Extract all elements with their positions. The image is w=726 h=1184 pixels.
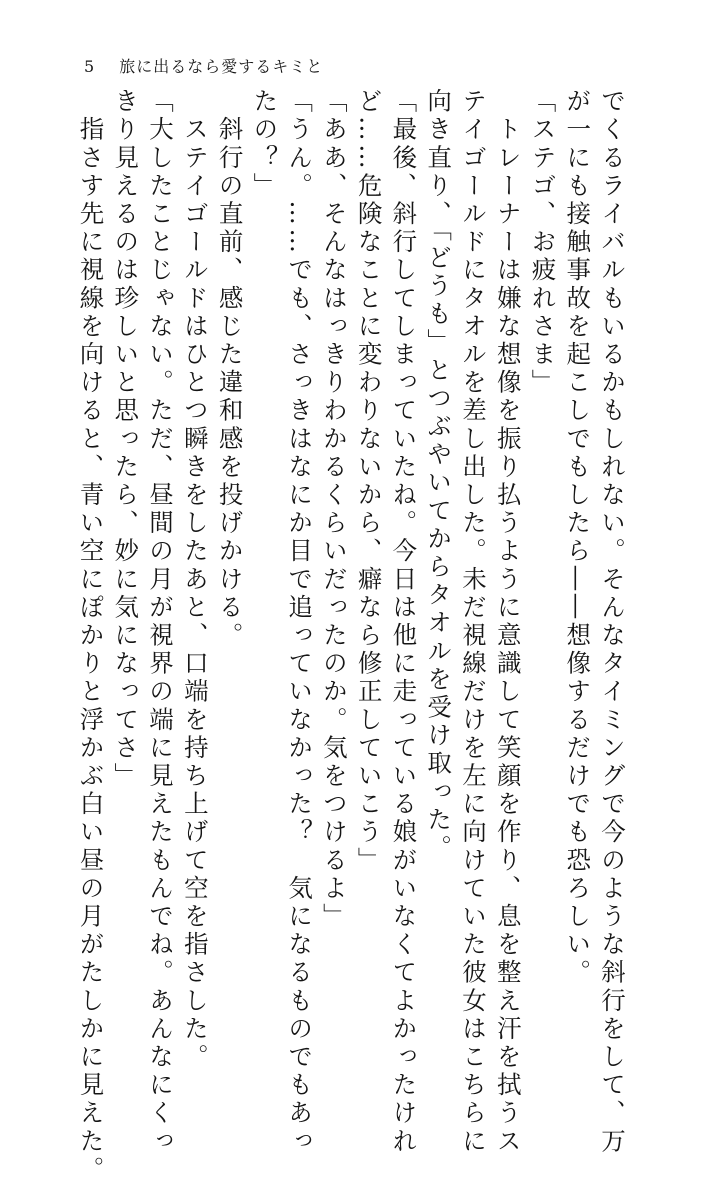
text-line: トレーナーは嫌な想像を振り払うように意識して笑顔を作り、息を整え汗を拭うス [493, 88, 523, 1156]
text-line: きり見えるのは珍しいと思ったら、妙に気になってさ」 [111, 88, 141, 791]
text-line: 「うん。……でも、さっきはなにか目で追っていなかった？ 気になるものでもあっ [285, 88, 315, 1156]
text-line: たの？」 [250, 88, 280, 201]
text-line: 向き直り、「どうも」とつぶやいてからタオルを受け取った。 [424, 88, 454, 863]
page-number: 5 [84, 57, 96, 76]
text-line: 指さす先に視線を向けると、青い空にぽかりと浮かぶ白い昼の月がたしかに見えた。 [76, 88, 106, 1184]
text-line: 「ああ、そんなはっきりわかるくらいだったのか。気をつけるよ」 [319, 88, 349, 931]
vertical-body-text [76, 88, 627, 1184]
book-title: 旅に出るなら愛するキミと [119, 57, 324, 76]
text-line: ど……危険なことに変わりないから、癖なら修正していこう」 [354, 88, 384, 875]
text-line: 「大したことじゃない。ただ、昼間の月が視界の端に見えたもんでね。あんなにくっ [146, 88, 176, 1156]
running-header [84, 54, 323, 77]
text-line: 斜行の直前、感じた違和感を投げかける。 [215, 88, 245, 650]
text-line: 「最後、斜行してしまっていたね。今日は他に走っている娘がいなくてよかったけれ [389, 88, 419, 1156]
text-line: でくるライバルもいるかもしれない。そんなタイミングで今のような斜行をして、万 [598, 88, 627, 1156]
text-line: テイゴールドにタオルを差し出した。未だ視線だけを左に向けていた彼女はこちらに [458, 88, 488, 1156]
text-line: ステイゴールドはひとつ瞬きをしたあと、口端を持ち上げて空を指さした。 [180, 88, 210, 1072]
text-line: が一にも接触事故を起こしでもしたら――想像するだけでも恐ろしい。 [563, 88, 593, 988]
text-line: 「ステゴ、お疲れさま」 [528, 88, 558, 398]
